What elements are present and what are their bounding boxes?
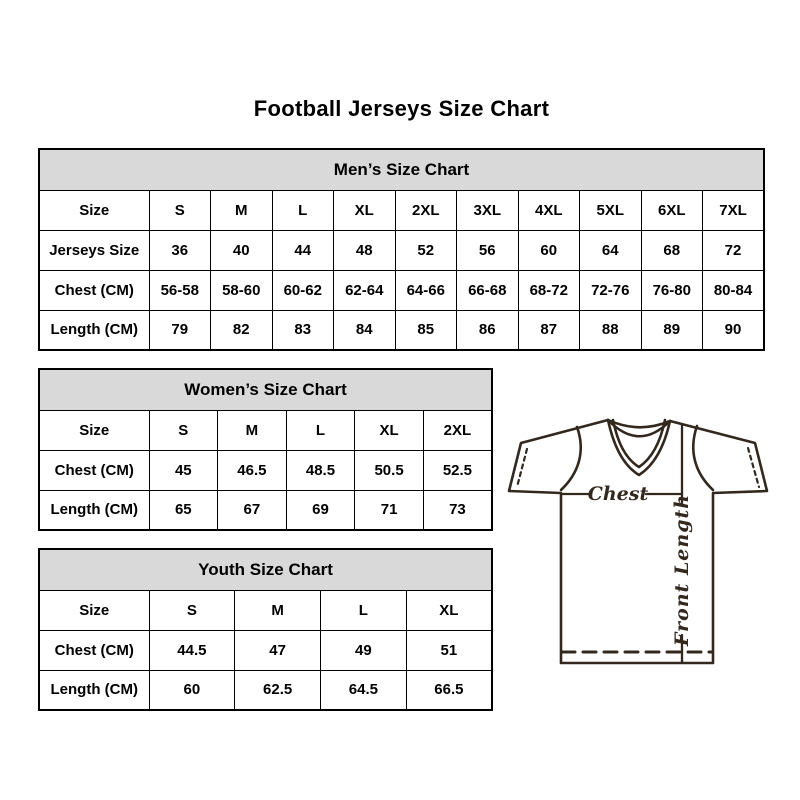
youth-table-title: Youth Size Chart (39, 549, 492, 590)
size-value-cell: 87 (518, 310, 580, 350)
size-value-cell: 2XL (423, 410, 492, 450)
size-value-cell: 50.5 (355, 450, 424, 490)
size-value-cell: 45 (149, 450, 218, 490)
size-value-cell: XL (406, 590, 492, 630)
size-value-cell: 90 (703, 310, 765, 350)
size-value-cell: 88 (580, 310, 642, 350)
size-value-cell: 44.5 (149, 630, 235, 670)
row-label: Size (39, 590, 149, 630)
size-value-cell: 58-60 (211, 270, 273, 310)
youth-table-row (39, 590, 492, 630)
size-value-cell: 46.5 (218, 450, 287, 490)
size-value-cell: L (286, 410, 355, 450)
size-value-cell: S (149, 590, 235, 630)
womens-size-table (38, 368, 493, 531)
size-value-cell: 48.5 (286, 450, 355, 490)
size-value-cell: 67 (218, 490, 287, 530)
size-value-cell: 84 (334, 310, 396, 350)
size-value-cell: 89 (641, 310, 703, 350)
size-value-cell: 51 (406, 630, 492, 670)
row-label: Length (CM) (39, 490, 149, 530)
row-label: Length (CM) (39, 670, 149, 710)
size-value-cell: 6XL (641, 190, 703, 230)
size-value-cell: 65 (149, 490, 218, 530)
size-value-cell: 44 (272, 230, 334, 270)
jersey-outline (509, 420, 767, 663)
size-value-cell: 36 (149, 230, 211, 270)
front-length-label: Front Length (671, 493, 693, 647)
size-value-cell: 82 (211, 310, 273, 350)
size-value-cell: 60 (149, 670, 235, 710)
size-value-cell: 66.5 (406, 670, 492, 710)
row-label: Length (CM) (39, 310, 149, 350)
size-value-cell: 72-76 (580, 270, 642, 310)
size-value-cell: 5XL (580, 190, 642, 230)
right-armhole-seam (693, 426, 713, 490)
size-value-cell: 52 (395, 230, 457, 270)
men-table-row (39, 230, 764, 270)
size-value-cell: 64.5 (321, 670, 407, 710)
page-title: Football Jerseys Size Chart (253, 96, 550, 121)
size-value-cell: 76-80 (641, 270, 703, 310)
collar-back-curve (608, 420, 670, 427)
women-table-title: Women’s Size Chart (39, 369, 492, 410)
size-value-cell: 48 (334, 230, 396, 270)
size-value-cell: 3XL (457, 190, 519, 230)
size-value-cell: 4XL (518, 190, 580, 230)
size-value-cell: 80-84 (703, 270, 765, 310)
youth-table-row (39, 670, 492, 710)
size-value-cell: 83 (272, 310, 334, 350)
size-value-cell: 64-66 (395, 270, 457, 310)
youth-table-row (39, 630, 492, 670)
row-label: Chest (CM) (39, 270, 149, 310)
size-value-cell: 49 (321, 630, 407, 670)
row-label: Jerseys Size (39, 230, 149, 270)
size-value-cell: 56 (457, 230, 519, 270)
size-value-cell: 52.5 (423, 450, 492, 490)
women-table-row (39, 490, 492, 530)
size-value-cell: M (211, 190, 273, 230)
jersey-measurement-diagram (498, 400, 774, 692)
size-value-cell: M (218, 410, 287, 450)
size-value-cell: L (272, 190, 334, 230)
left-armhole-seam (561, 427, 581, 490)
size-value-cell: 72 (703, 230, 765, 270)
men-table-title: Men’s Size Chart (39, 149, 764, 190)
size-value-cell: 47 (235, 630, 321, 670)
size-value-cell: 60 (518, 230, 580, 270)
row-label: Size (39, 190, 149, 230)
row-label: Chest (CM) (39, 450, 149, 490)
men-table-row (39, 270, 764, 310)
men-table-row (39, 190, 764, 230)
row-label: Size (39, 410, 149, 450)
size-value-cell: L (321, 590, 407, 630)
size-value-cell: 62.5 (235, 670, 321, 710)
size-value-cell: 60-62 (272, 270, 334, 310)
mens-size-table (38, 148, 765, 351)
size-value-cell: 66-68 (457, 270, 519, 310)
youth-size-table (38, 548, 493, 711)
size-value-cell: 62-64 (334, 270, 396, 310)
row-label: Chest (CM) (39, 630, 149, 670)
chest-label: Chest (587, 483, 649, 505)
size-value-cell: 2XL (395, 190, 457, 230)
size-value-cell: 7XL (703, 190, 765, 230)
women-table-row (39, 410, 492, 450)
size-value-cell: 68 (641, 230, 703, 270)
size-value-cell: 68-72 (518, 270, 580, 310)
size-value-cell: 71 (355, 490, 424, 530)
size-value-cell: 79 (149, 310, 211, 350)
size-value-cell: 69 (286, 490, 355, 530)
size-value-cell: 64 (580, 230, 642, 270)
size-value-cell: 73 (423, 490, 492, 530)
men-table-row (39, 310, 764, 350)
size-value-cell: 56-58 (149, 270, 211, 310)
size-value-cell: XL (355, 410, 424, 450)
size-value-cell: S (149, 410, 218, 450)
size-value-cell: 40 (211, 230, 273, 270)
size-value-cell: 86 (457, 310, 519, 350)
size-value-cell: 85 (395, 310, 457, 350)
size-value-cell: S (149, 190, 211, 230)
women-table-row (39, 450, 492, 490)
size-value-cell: XL (334, 190, 396, 230)
size-value-cell: M (235, 590, 321, 630)
